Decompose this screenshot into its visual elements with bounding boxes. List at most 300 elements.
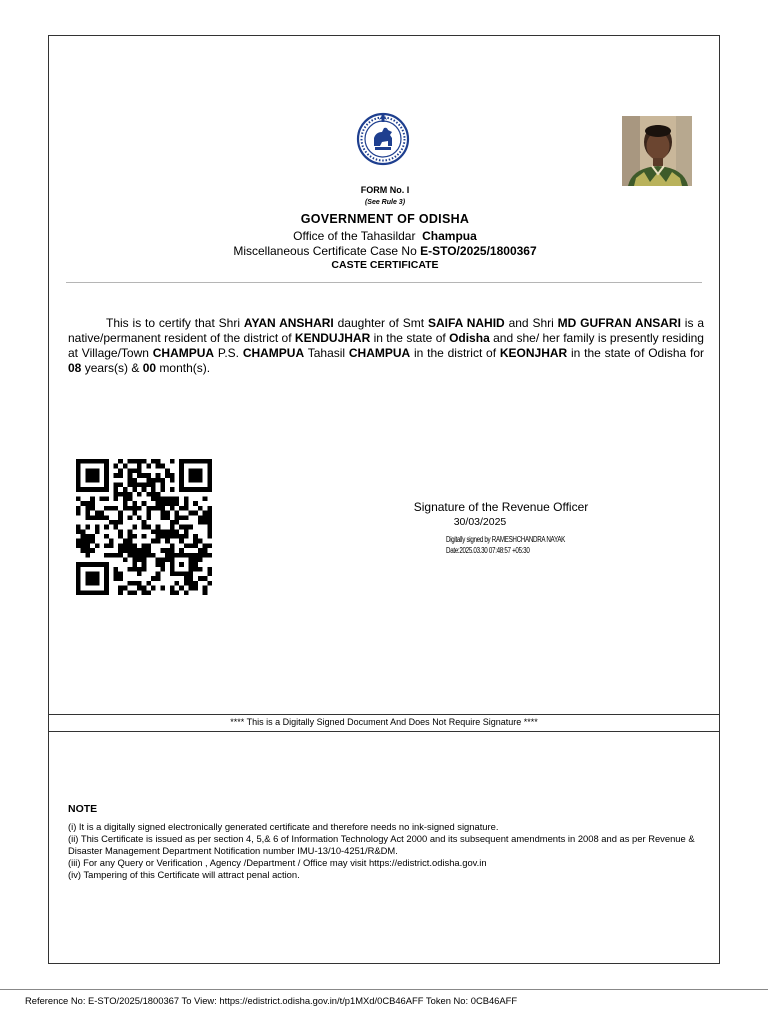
qr-module — [160, 464, 165, 469]
qr-module — [151, 529, 156, 534]
qr-module — [184, 534, 189, 539]
qr-module — [76, 497, 81, 502]
qr-module — [179, 459, 184, 464]
qr-module — [160, 506, 165, 511]
digital-signature-stamp — [446, 534, 565, 556]
qr-module — [189, 525, 194, 530]
qr-module — [114, 464, 119, 469]
qr-module — [85, 581, 90, 586]
qr-module — [81, 501, 86, 506]
qr-module — [123, 557, 128, 562]
qr-module — [76, 478, 81, 483]
qr-module — [85, 525, 90, 530]
qr-module — [146, 464, 151, 469]
qr-module — [90, 487, 95, 492]
qr-module — [81, 590, 86, 595]
qr-module — [165, 539, 170, 544]
qr-module — [85, 543, 90, 548]
qr-module — [207, 567, 212, 572]
qr-module — [151, 576, 156, 581]
qr-module — [207, 520, 212, 525]
qr-module — [128, 497, 133, 502]
years: 08 — [68, 361, 82, 375]
qr-module — [156, 506, 161, 511]
qr-module — [193, 543, 198, 548]
qr-module — [132, 581, 137, 586]
qr-module — [76, 482, 81, 487]
qr-module — [104, 525, 109, 530]
qr-module — [114, 567, 119, 572]
qr-module — [95, 576, 100, 581]
qr-module — [146, 553, 151, 558]
qr-module — [118, 520, 123, 525]
qr-module — [132, 557, 137, 562]
qr-module — [165, 553, 170, 558]
qr-module — [76, 459, 81, 464]
months: 00 — [142, 361, 157, 375]
qr-module — [142, 487, 147, 492]
qr-module — [160, 478, 165, 483]
qr-module — [170, 501, 175, 506]
qr-module — [142, 562, 147, 567]
qr-module — [170, 548, 175, 553]
qr-module — [137, 482, 142, 487]
qr-module — [142, 586, 147, 591]
qr-module — [198, 520, 203, 525]
qr-module — [189, 459, 194, 464]
qr-module — [174, 572, 179, 577]
qr-module — [76, 473, 81, 478]
qr-module — [114, 506, 119, 511]
qr-module — [85, 548, 90, 553]
qr-module — [193, 586, 198, 591]
qr-module — [114, 492, 119, 497]
qr-module — [174, 590, 179, 595]
qr-module — [184, 487, 189, 492]
text-segment: and she/ her family is presently residing at Village/Town — [68, 331, 704, 360]
qr-module — [165, 515, 170, 520]
qr-module — [90, 576, 95, 581]
qr-module — [184, 529, 189, 534]
digital-signature-date: Date:2025.03.30 07:48:57 +05:30 — [446, 546, 530, 555]
qr-module — [160, 482, 165, 487]
qr-module — [189, 576, 194, 581]
qr-module — [142, 525, 147, 530]
qr-module — [123, 506, 128, 511]
qr-module — [95, 473, 100, 478]
qr-module — [193, 534, 198, 539]
qr-module — [156, 557, 161, 562]
qr-module — [132, 553, 137, 558]
qr-module — [184, 543, 189, 548]
qr-module — [146, 590, 151, 595]
government-title: GOVERNMENT OF ODISHA — [300, 212, 470, 226]
qr-module — [114, 553, 119, 558]
qr-module — [118, 543, 123, 548]
qr-module — [165, 529, 170, 534]
qr-module — [203, 487, 208, 492]
qr-module — [76, 543, 81, 548]
odisha-emblem-icon — [354, 108, 412, 166]
qr-module — [85, 590, 90, 595]
qr-module — [123, 501, 128, 506]
qr-module — [114, 572, 119, 577]
qr-module — [95, 459, 100, 464]
qr-module — [170, 543, 175, 548]
qr-module — [198, 473, 203, 478]
qr-module — [207, 482, 212, 487]
reference-footer: Reference No: E-STO/2025/1800367 To View: https://edistrict.odisha.gov.in/t/p1MXd/0CB46AFF Token No: 0CB46AFF — [25, 995, 518, 1006]
qr-module — [198, 539, 203, 544]
qr-module — [137, 567, 142, 572]
qr-module — [156, 576, 161, 581]
qr-module — [203, 543, 208, 548]
qr-module — [118, 576, 123, 581]
qr-module — [128, 492, 133, 497]
qr-module — [104, 581, 109, 586]
qr-module — [189, 468, 194, 473]
qr-module — [156, 497, 161, 502]
qr-module — [76, 562, 81, 567]
qr-module — [165, 468, 170, 473]
qr-module — [207, 459, 212, 464]
qr-module — [132, 590, 137, 595]
qr-module — [132, 501, 137, 506]
qr-module — [160, 511, 165, 516]
qr-module — [174, 511, 179, 516]
qr-module — [170, 586, 175, 591]
digital-signature-line: Digitally signed by RAMESHCHANDRA NAYAK — [446, 535, 566, 544]
qr-module — [104, 497, 109, 502]
digital-sign-banner: **** This is a Digitally Signed Document And Does Not Require Signature **** — [48, 714, 720, 732]
qr-module — [85, 459, 90, 464]
header-divider — [66, 282, 702, 283]
qr-module — [189, 572, 194, 577]
qr-module — [95, 511, 100, 516]
qr-module — [156, 501, 161, 506]
qr-module — [189, 562, 194, 567]
qr-module — [179, 482, 184, 487]
qr-module — [95, 478, 100, 483]
signature-date: 30/03/2025 — [453, 516, 507, 528]
qr-module — [142, 548, 147, 553]
qr-module — [160, 567, 165, 572]
qr-module — [114, 487, 119, 492]
qr-module — [118, 529, 123, 534]
qr-module — [142, 501, 147, 506]
qr-module — [95, 572, 100, 577]
qr-module — [85, 515, 90, 520]
qr-module — [198, 478, 203, 483]
qr-module — [156, 525, 161, 530]
qr-module — [189, 473, 194, 478]
qr-module — [179, 464, 184, 469]
qr-module — [142, 473, 147, 478]
qr-module — [95, 515, 100, 520]
qr-module — [207, 468, 212, 473]
qr-module — [104, 553, 109, 558]
qr-module — [165, 511, 170, 516]
text-segment: in the district of — [410, 346, 500, 360]
qr-module — [170, 553, 175, 558]
qr-module — [76, 567, 81, 572]
qr-module — [104, 482, 109, 487]
qr-module — [207, 511, 212, 516]
qr-module — [95, 468, 100, 473]
qr-module — [184, 515, 189, 520]
qr-module — [90, 473, 95, 478]
qr-module — [76, 581, 81, 586]
qr-module — [170, 473, 175, 478]
qr-module — [128, 468, 133, 473]
qr-module — [137, 553, 142, 558]
qr-module — [104, 567, 109, 572]
qr-module — [109, 539, 114, 544]
qr-module — [184, 459, 189, 464]
qr-module — [85, 473, 90, 478]
qr-module — [99, 497, 104, 502]
qr-module — [90, 506, 95, 511]
qr-module — [170, 534, 175, 539]
qr-module — [90, 590, 95, 595]
qr-module — [156, 473, 161, 478]
police-station: CHAMPUA — [242, 346, 305, 360]
qr-module — [146, 525, 151, 530]
qr-module — [76, 511, 81, 516]
qr-module — [207, 534, 212, 539]
qr-module — [151, 497, 156, 502]
qr-module — [146, 506, 151, 511]
qr-module — [90, 534, 95, 539]
text-segment: and Shri — [504, 316, 558, 330]
qr-module — [160, 515, 165, 520]
qr-module — [207, 515, 212, 520]
qr-module — [142, 520, 147, 525]
qr-module — [160, 586, 165, 591]
qr-module — [85, 534, 90, 539]
qr-module — [203, 553, 208, 558]
qr-module — [142, 459, 147, 464]
case-number: E-STO/2025/1800367 — [420, 244, 537, 258]
qr-module — [184, 506, 189, 511]
qr-module — [174, 553, 179, 558]
qr-module — [76, 572, 81, 577]
qr-module — [104, 515, 109, 520]
qr-module — [137, 473, 142, 478]
certificate-paragraph — [68, 316, 704, 376]
qr-module — [189, 581, 194, 586]
qr-module — [193, 487, 198, 492]
qr-module — [85, 478, 90, 483]
qr-module — [198, 557, 203, 562]
qr-module — [207, 525, 212, 530]
qr-module — [179, 473, 184, 478]
qr-module — [142, 567, 147, 572]
qr-module — [109, 520, 114, 525]
qr-module — [174, 515, 179, 520]
qr-module — [207, 572, 212, 577]
qr-module — [85, 539, 90, 544]
qr-module — [128, 548, 133, 553]
qr-module — [76, 539, 81, 544]
text-segment: in the state of Odisha for — [567, 346, 705, 360]
qr-module — [132, 459, 137, 464]
qr-module — [151, 487, 156, 492]
qr-module — [137, 586, 142, 591]
qr-module — [170, 529, 175, 534]
qr-module — [146, 492, 151, 497]
case-line — [170, 244, 600, 258]
qr-module — [170, 572, 175, 577]
qr-module — [174, 497, 179, 502]
qr-module — [203, 590, 208, 595]
qr-module — [128, 539, 133, 544]
certificate-body — [68, 316, 704, 376]
qr-module — [104, 586, 109, 591]
qr-module — [104, 478, 109, 483]
office-prefix: Office of the Tahasildar — [293, 229, 416, 243]
qr-module — [137, 557, 142, 562]
qr-module — [81, 459, 86, 464]
qr-module — [142, 534, 147, 539]
qr-module — [170, 478, 175, 483]
qr-module — [156, 534, 161, 539]
qr-module — [184, 501, 189, 506]
qr-module — [142, 590, 147, 595]
form-number: FORM No. I — [360, 185, 410, 195]
qr-module — [104, 590, 109, 595]
qr-module — [184, 576, 189, 581]
text-segment: This is to certify that Shri — [106, 316, 244, 330]
qr-module — [104, 562, 109, 567]
qr-module — [123, 539, 128, 544]
qr-module — [156, 478, 161, 483]
qr-module — [76, 586, 81, 591]
qr-module — [76, 468, 81, 473]
qr-module — [156, 492, 161, 497]
qr-module — [95, 487, 100, 492]
qr-module — [170, 557, 175, 562]
qr-module — [90, 562, 95, 567]
case-prefix: Miscellaneous Certificate Case No — [233, 244, 417, 258]
qr-module — [160, 534, 165, 539]
qr-module — [76, 576, 81, 581]
qr-module — [114, 576, 119, 581]
qr-module — [95, 543, 100, 548]
office-line — [170, 229, 600, 243]
qr-module — [165, 473, 170, 478]
qr-module — [128, 482, 133, 487]
qr-module — [146, 515, 151, 520]
qr-module — [128, 543, 133, 548]
qr-module — [104, 473, 109, 478]
qr-module — [137, 464, 142, 469]
qr-module — [85, 576, 90, 581]
qr-module — [170, 567, 175, 572]
qr-module — [174, 520, 179, 525]
qr-module — [104, 487, 109, 492]
qr-module — [132, 487, 137, 492]
qr-module — [104, 468, 109, 473]
qr-module — [207, 553, 212, 558]
qr-module — [198, 459, 203, 464]
qr-module — [189, 553, 194, 558]
qr-module — [198, 487, 203, 492]
qr-module — [165, 534, 170, 539]
qr-module — [114, 473, 119, 478]
qr-module — [193, 459, 198, 464]
qr-module — [156, 562, 161, 567]
qr-module — [193, 567, 198, 572]
qr-module — [85, 468, 90, 473]
qr-module — [179, 562, 184, 567]
qr-module — [207, 581, 212, 586]
qr-module — [90, 548, 95, 553]
qr-module — [81, 548, 86, 553]
qr-module — [81, 529, 86, 534]
qr-module — [123, 497, 128, 502]
native-district: KENDUJHAR — [294, 331, 371, 345]
applicant-photo — [622, 116, 692, 186]
qr-module — [156, 459, 161, 464]
qr-module — [109, 543, 114, 548]
qr-module — [198, 515, 203, 520]
qr-module — [95, 590, 100, 595]
qr-module — [160, 529, 165, 534]
qr-module — [109, 506, 114, 511]
qr-module — [198, 468, 203, 473]
qr-module — [179, 468, 184, 473]
qr-module — [99, 487, 104, 492]
qr-module — [203, 520, 208, 525]
qr-module — [179, 553, 184, 558]
footer-divider — [0, 989, 768, 990]
qr-module — [189, 487, 194, 492]
qr-module — [179, 515, 184, 520]
qr-module — [118, 492, 123, 497]
qr-module — [76, 506, 81, 511]
qr-module — [123, 586, 128, 591]
qr-module — [179, 586, 184, 591]
qr-module — [207, 487, 212, 492]
qr-module — [123, 464, 128, 469]
qr-module — [132, 562, 137, 567]
qr-module — [146, 548, 151, 553]
qr-module — [174, 534, 179, 539]
qr-module — [95, 581, 100, 586]
qr-module — [142, 482, 147, 487]
qr-module — [99, 562, 104, 567]
qr-module — [193, 511, 198, 516]
qr-module — [179, 534, 184, 539]
qr-module — [193, 557, 198, 562]
qr-module — [132, 482, 137, 487]
qr-module — [184, 525, 189, 530]
qr-module — [151, 482, 156, 487]
qr-module — [137, 468, 142, 473]
see-rule: (See Rule 3) — [364, 199, 406, 206]
note-item: (iv) Tampering of this Certificate will attract penal action. — [68, 869, 300, 880]
qr-module — [95, 529, 100, 534]
text-segment: daughter of Smt — [333, 316, 428, 330]
qr-module — [193, 468, 198, 473]
qr-module — [207, 543, 212, 548]
qr-module — [179, 525, 184, 530]
qr-module — [118, 553, 123, 558]
certificate-title: CASTE CERTIFICATE — [331, 259, 439, 271]
qr-module — [193, 553, 198, 558]
qr-module — [118, 534, 123, 539]
